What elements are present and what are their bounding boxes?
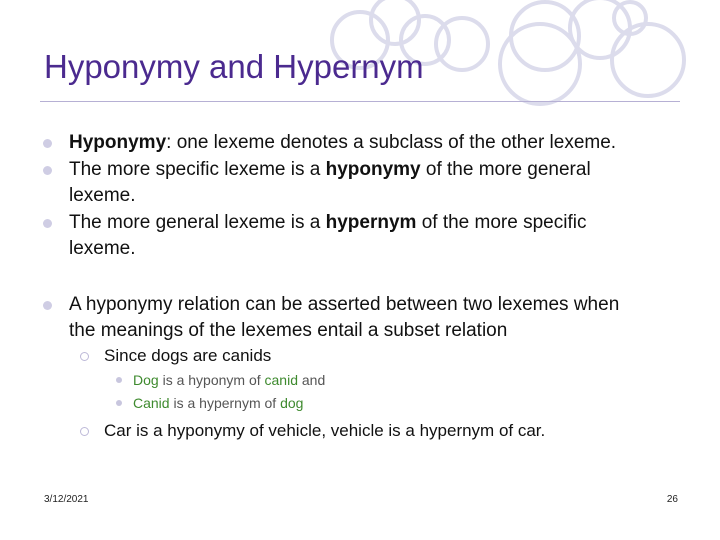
sub-sub-bullet-canid-hypernym <box>133 394 303 412</box>
bullet-text: : one lexeme denotes a subclass of the other lexeme. <box>166 132 617 153</box>
bullet-text: The more specific lexeme is a <box>69 159 326 180</box>
term-canid: Canid <box>133 395 170 411</box>
bullet-dot-icon <box>43 219 52 228</box>
sub-bullet-car-vehicle <box>104 420 545 442</box>
term-hyponymy: Hyponymy <box>69 132 167 153</box>
relation-text: and <box>297 372 326 388</box>
bullet-text: lexeme. <box>69 238 136 259</box>
bullet-dot-icon <box>43 166 52 175</box>
footer-date: 3/12/2021 <box>44 494 89 505</box>
small-dot-icon <box>116 400 122 406</box>
relation-text: is a hyponym of <box>158 372 265 388</box>
relation-text: is a hypernym of <box>169 395 281 411</box>
term-hypernym: hypernym <box>325 212 417 233</box>
sub-bullet-text: Since dogs are canids <box>104 346 272 365</box>
bullet-text: of the more specific <box>416 212 587 233</box>
bullet-dot-icon <box>43 301 52 310</box>
bullet-text: of the more general <box>420 159 591 180</box>
slide-number: 26 <box>666 494 678 505</box>
bullet-text: the meanings of the lexemes entail a subset relation <box>69 320 508 341</box>
bullet-hyponymy-definition <box>69 130 616 156</box>
ring-bullet-icon <box>80 352 89 361</box>
bullet-hyponymy-relation <box>69 157 591 209</box>
bullet-text: A hyponymy relation can be asserted between two lexemes when <box>69 294 620 315</box>
sub-sub-bullet-dog-hyponym <box>133 371 325 389</box>
sub-bullet-dogs-canids <box>104 345 271 367</box>
ring-bullet-icon <box>80 427 89 436</box>
term-dog: Dog <box>133 372 159 388</box>
small-dot-icon <box>116 377 122 383</box>
bullet-text: The more general lexeme is a <box>69 212 326 233</box>
term-hyponymy: hyponymy <box>325 159 421 180</box>
bullet-hypernym-relation <box>69 210 586 262</box>
slide-title: Hyponymy and Hypernym <box>44 48 424 85</box>
term-dog: dog <box>280 395 304 411</box>
bullet-subset-relation <box>69 292 619 344</box>
bullet-text: lexeme. <box>69 185 136 206</box>
sub-bullet-text: Car is a hyponymy of vehicle, vehicle is a hypernym of car. <box>104 421 546 440</box>
term-canid: canid <box>264 372 298 388</box>
bullet-dot-icon <box>43 139 52 148</box>
